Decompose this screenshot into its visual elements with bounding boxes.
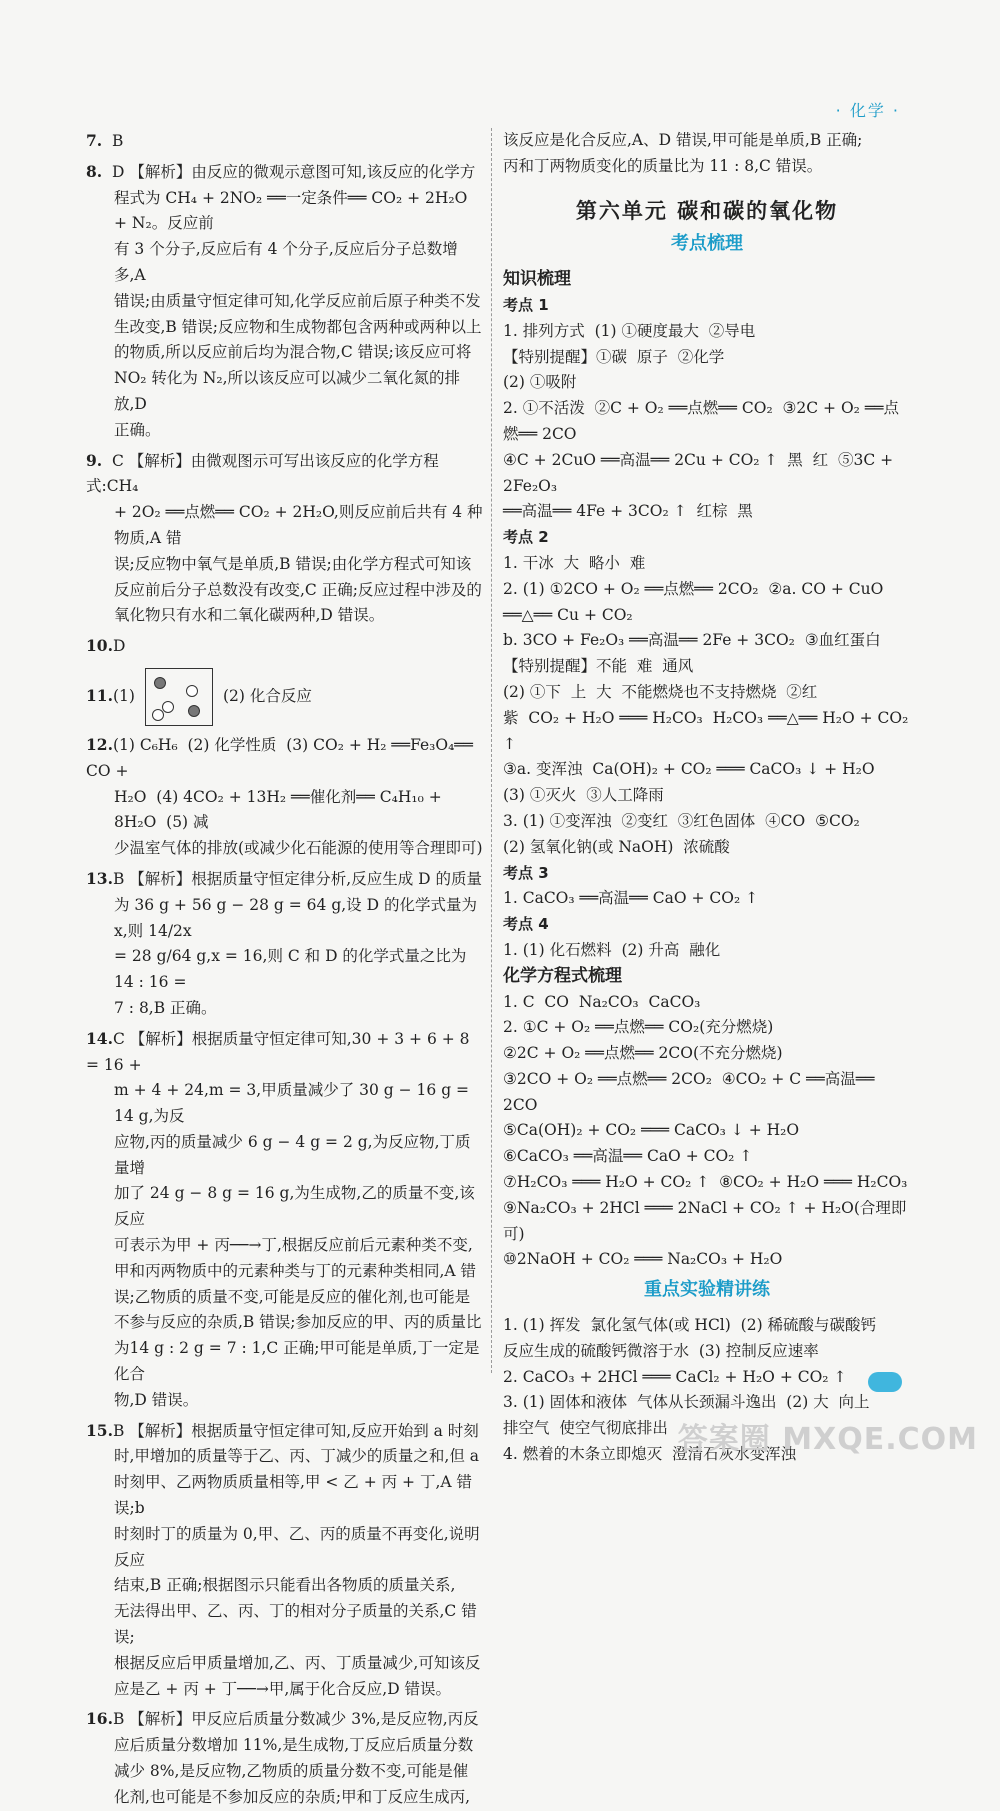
answer-text: 7 : 8,B 正确。 [114, 998, 217, 1017]
answer-text: D [112, 637, 126, 656]
content-line: ⑩2NaOH + CO₂ ═══ Na₂CO₃ + H₂O [503, 1250, 783, 1269]
content-line: ④C + 2CuO ══高温══ 2Cu + CO₂ ↑ 黑 红 ⑤3C + 2Fe₂O₃ [503, 450, 899, 495]
particle-circle [152, 709, 164, 721]
answer-text: 物,D 错误。 [114, 1390, 199, 1409]
subsection-title: 化学方程式梳理 [503, 965, 622, 986]
watermark-logo: 答案圈 MXQE.COM [677, 1422, 978, 1457]
answer-line [86, 1285, 484, 1311]
answer-line [86, 1130, 484, 1182]
content-line: ⑥CaCO₃ ══高温══ CaO + CO₂ ↑ [503, 1147, 753, 1166]
content-line: 1. (1) 化石燃料 (2) 升高 融化 [503, 940, 721, 959]
answer-text: 正确。 [114, 420, 161, 439]
answer-text: 加了 24 g − 8 g = 16 g,为生成物,乙的质量不变,该反应 [114, 1184, 475, 1229]
content-line: (2) ①下 上 大 不能燃烧也不支持燃烧 ②红 [503, 682, 818, 701]
answer-text: B 【解析】甲反应后质量分数减少 3%,是反应物,丙反 [112, 1710, 479, 1729]
answer-line [86, 1388, 484, 1414]
answer-text: 无法得出甲、乙、丙、丁的相对分子质量的关系,C 错误; [114, 1602, 477, 1647]
answer-line [86, 603, 484, 629]
question-number: 9. [86, 450, 103, 470]
answer-line [86, 1181, 484, 1233]
answer-text: 结束,B 正确;根据图示只能看出各物质的质量关系, [114, 1576, 456, 1595]
answer-text: + 2O₂ ══点燃══ CO₂ + 2H₂O,则反应前后共有 4 种物质,A 错 [114, 503, 483, 547]
answer-item [86, 866, 484, 893]
answer-text: 根据反应后甲质量增加,乙、丙、丁质量减少,可知该反 [114, 1653, 481, 1672]
answer-line [86, 1336, 484, 1388]
answer-item [86, 128, 484, 155]
kaodian-3-block [503, 886, 911, 912]
answer-line [86, 785, 484, 837]
answer-line [86, 1677, 484, 1703]
content-line: 1. C CO Na₂CO₃ CaCO₃ [503, 992, 701, 1011]
answer-text: (1) [112, 686, 135, 705]
answer-line [86, 996, 484, 1022]
answer-text: 时刻甲、乙两物质质量相等,甲 < 乙 + 丙 + 丁,A 错误;b [114, 1473, 472, 1518]
answer-item [86, 664, 484, 728]
answer-line [86, 944, 484, 996]
unit-title: 第六单元 碳和碳的氧化物 [575, 197, 839, 223]
answer-line [86, 1444, 484, 1470]
answer-line [86, 315, 484, 341]
answer-text: C 【解析】由微观图示可写出该反应的化学方程式:CH₄ [86, 451, 439, 496]
particle-circle [188, 705, 200, 717]
answer-item [86, 1026, 484, 1079]
answer-text: 应是乙 + 丙 + 丁──→甲,属于化合反应,D 错误。 [114, 1679, 452, 1698]
answer-line [86, 893, 484, 945]
content-line: ⑦H₂CO₃ ═══ H₂O + CO₂ ↑ ⑧CO₂ + H₂O ═══ H₂CO₃ [503, 1173, 908, 1192]
content-line: b. 3CO + Fe₂O₃ ══高温══ 2Fe + 3CO₂ ③血红蛋白 [503, 631, 881, 650]
question-number: 7. [86, 131, 103, 150]
answer-text: 不参与反应的杂质,B 错误;参加反应的甲、丙的质量比 [114, 1313, 482, 1332]
answer-line [86, 289, 484, 315]
question-number: 12. [86, 734, 113, 754]
answer-text: 时,甲增加的质量等于乙、丙、丁减少的质量之和,但 a [114, 1447, 480, 1466]
question-number: 8. [86, 161, 103, 181]
content-line: 2. CaCO₃ + 2HCl ═══ CaCl₂ + H₂O + CO₂ ↑ [503, 1367, 847, 1386]
content-line: 3. (1) 固体和液体 气体从长颈漏斗逸出 (2) 大 向上 [503, 1393, 870, 1412]
answer-line [86, 340, 484, 366]
answer-text: (2) 化合反应 [222, 686, 312, 705]
answer-text: m + 4 + 24,m = 3,甲质量减少了 30 g − 16 g = 14 g,为反 [114, 1081, 474, 1126]
right-top-line: 该反应是化合反应,A、D 错误,甲可能是单质,B 正确; [503, 131, 863, 149]
particle-circle [186, 685, 198, 697]
answer-text: C 【解析】根据质量守恒定律可知,30 + 3 + 6 + 8 = 16 + [86, 1029, 475, 1074]
subject-header: · 化学 · [835, 101, 900, 120]
content-line: 1. (1) 挥发 氯化氢气体(或 HCl) (2) 稀硫酸与碳酸钙 [503, 1316, 877, 1335]
content-line: (2) ①吸附 [503, 373, 577, 392]
content-line: 2. (1) ①2CO + O₂ ══点燃══ 2CO₂ ②a. CO + CuO ══△══ Cu + CO₂ [503, 579, 889, 624]
answer-text: 为14 g : 2 g = 7 : 1,C 正确;甲可能是单质,丁一定是化合 [114, 1339, 480, 1384]
content-line: 【特别提醒】不能 难 通风 [503, 657, 694, 676]
question-number: 16. [86, 1709, 113, 1729]
answer-text: B [112, 132, 124, 150]
subsection-title: 知识梳理 [503, 269, 571, 290]
answer-text: 可表示为甲 + 丙──→丁,根据反应前后元素种类不变, [114, 1236, 473, 1255]
answer-item [86, 1706, 484, 1733]
answer-text: 错误;由质量守恒定律可知,化学反应前后原子种类不发 [114, 291, 481, 310]
kaodian-label: 考点 1 [503, 295, 549, 314]
answer-text: = 28 g/64 g,x = 16,则 C 和 D 的化学式量之比为 14 : 16 = [114, 947, 472, 992]
content-line: 紫 CO₂ + H₂O ═══ H₂CO₃ H₂CO₃ ══△══ H₂O + CO₂ ↑ [503, 708, 914, 753]
answer-line [86, 366, 484, 418]
answer-line [86, 1259, 484, 1285]
answer-line [86, 1310, 484, 1336]
kaodian-label: 考点 2 [503, 528, 549, 547]
left-column [86, 128, 484, 1811]
answer-item [86, 159, 484, 186]
kaodian-2-block [503, 551, 914, 861]
answer-line [86, 1759, 484, 1785]
answer-text: B 【解析】根据质量守恒定律可知,反应开始到 a 时刻 [112, 1421, 479, 1440]
answer-line [86, 1573, 484, 1599]
answer-text: 反应前后分子总数没有改变,C 正确;反应过程中涉及的 [114, 580, 482, 599]
answer-line [86, 836, 484, 862]
kaodian-1-block [503, 319, 911, 525]
answer-line [86, 1599, 484, 1651]
answer-text: 有 3 个分子,反应后有 4 个分子,反应后分子总数增多,A [114, 240, 458, 284]
content-line: ②2C + O₂ ══点燃══ 2CO(不充分燃烧) [503, 1044, 783, 1063]
content-line: ⑤Ca(OH)₂ + CO₂ ═══ CaCO₃ ↓ + H₂O [503, 1121, 800, 1140]
answer-line [86, 578, 484, 604]
content-line: ⑨Na₂CO₃ + 2HCl ═══ 2NaCl + CO₂ ↑ + H₂O(合理即可) [503, 1198, 907, 1243]
answer-item [86, 732, 484, 785]
particle-circle [162, 701, 174, 713]
content-line: 3. (1) ①变浑浊 ②变红 ③红色固体 ④CO ⑤CO₂ [503, 811, 860, 830]
question-number: 10. [86, 636, 113, 656]
answer-line [86, 1785, 484, 1811]
answer-text: 少温室气体的排放(或减少化石能源的使用等合理即可) [114, 839, 483, 858]
answer-line [86, 1078, 484, 1130]
kaodian-4-block [503, 938, 911, 964]
answer-line [86, 1733, 484, 1759]
answer-line [86, 1522, 484, 1574]
answer-text: 应后质量分数增加 11%,是生成物,丁反应后质量分数 [114, 1736, 474, 1755]
right-top-line: 丙和丁两物质变化的质量比为 11 : 8,C 错误。 [503, 156, 823, 175]
answer-text: 化剂,也可能是不参加反应的杂质;甲和丁反应生成丙, [114, 1787, 471, 1806]
page-number-badge [868, 1372, 902, 1392]
answer-text: 误;乙物质的质量不变,可能是反应的催化剂,也可能是 [114, 1287, 471, 1306]
content-line: 2. ①C + O₂ ══点燃══ CO₂(充分燃烧) [503, 1018, 774, 1037]
answer-line [86, 552, 484, 578]
answer-line [86, 1651, 484, 1677]
answer-text: H₂O (4) 4CO₂ + 13H₂ ══催化剂══ C₄H₁₀ + 8H₂O (5) 减 [114, 787, 447, 832]
particle-diagram [145, 668, 213, 726]
question-number: 15. [86, 1420, 113, 1440]
answer-text: 的物质,所以反应前后均为混合物,C 错误;该反应可将 [114, 343, 472, 362]
kaodian-label: 考点 3 [503, 863, 549, 882]
answer-text: 程式为 CH₄ + 2NO₂ ══一定条件══ CO₂ + 2H₂O + N₂。反应前 [114, 188, 473, 233]
answer-text: (1) C₆H₆ (2) 化学性质 (3) CO₂ + H₂ ══Fe₃O₄══ CO + [86, 735, 478, 780]
content-line: 反应生成的硫酸钙微溶于水 (3) 控制反应速率 [503, 1341, 819, 1360]
particle-circle [154, 677, 166, 689]
right-column [503, 128, 914, 1468]
content-line: 【特别提醒】①碳 原子 ②化学 [503, 347, 725, 366]
answer-text: 误;反应物中氧气是单质,B 错误;由化学方程式可知该 [114, 554, 472, 573]
content-line: 1. CaCO₃ ══高温══ CaO + CO₂ ↑ [503, 889, 759, 908]
answer-line [86, 186, 484, 238]
answer-text: 为 36 g + 56 g − 28 g = 64 g,设 D 的化学式量为 x,则 14/2x [114, 895, 482, 940]
answer-text: 时刻时丁的质量为 0,甲、乙、丙的质量不再变化,说明反应 [114, 1524, 480, 1569]
answer-text: 生改变,B 错误;反应物和生成物都包含两种或两种以上 [114, 317, 482, 336]
content-line: (3) ①灭火 ③人工降雨 [503, 786, 664, 805]
kaodian-label: 考点 4 [503, 915, 549, 934]
column-divider [491, 128, 492, 1373]
answer-item [86, 633, 484, 660]
content-line: (2) 氢氧化钠(或 NaOH) 浓硫酸 [503, 837, 730, 856]
answer-line [86, 1233, 484, 1259]
content-line: 4. 燃着的木条立即熄灭 澄清石灰水变浑浊 [503, 1445, 797, 1464]
content-line: ══高温══ 4Fe + 3CO₂ ↑ 红棕 黑 [503, 502, 753, 521]
answer-item [86, 1418, 484, 1445]
answer-text: D 【解析】由反应的微观示意图可知,该反应的化学方 [112, 162, 476, 181]
answer-item [86, 448, 484, 501]
answer-text: NO₂ 转化为 N₂,所以该反应可以减少二氧化氮的排放,D [114, 369, 461, 413]
content-line: 1. 干冰 大 略小 难 [503, 553, 646, 572]
content-line: 2. ①不活泼 ②C + O₂ ══点燃══ CO₂ ③2C + O₂ ══点燃══ 2CO [503, 399, 899, 443]
content-line: ③a. 变浑浊 Ca(OH)₂ + CO₂ ═══ CaCO₃ ↓ + H₂O [503, 760, 875, 779]
question-number: 13. [86, 868, 113, 888]
equation-block [503, 990, 911, 1274]
answer-text: 减少 8%,是反应物,乙物质的质量分数不变,可能是催 [114, 1762, 469, 1781]
question-number: 14. [86, 1028, 113, 1048]
answer-text: 氧化物只有水和二氧化碳两种,D 错误。 [114, 606, 385, 625]
content-line: 1. 排列方式 (1) ①硬度最大 ②导电 [503, 321, 756, 340]
answer-line [86, 237, 484, 289]
answer-line [86, 418, 484, 444]
answer-line [86, 500, 484, 552]
question-number: 11. [86, 685, 113, 705]
answer-text: B 【解析】根据质量守恒定律分析,反应生成 D 的质量 [112, 869, 482, 888]
content-line: 排空气 使空气彻底排出 [503, 1419, 668, 1438]
content-line: ③2CO + O₂ ══点燃══ 2CO₂ ④CO₂ + C ══高温══ 2CO [503, 1069, 880, 1114]
section-title: 重点实验精讲练 [644, 1279, 770, 1301]
answer-text: 应物,丙的质量减少 6 g − 4 g = 2 g,为反应物,丁质量增 [114, 1132, 471, 1177]
section-title: 考点梳理 [671, 233, 743, 255]
answer-text: 甲和丙两物质中的元素种类与丁的元素种类相同,A 错 [114, 1261, 477, 1280]
answer-line [86, 1470, 484, 1522]
